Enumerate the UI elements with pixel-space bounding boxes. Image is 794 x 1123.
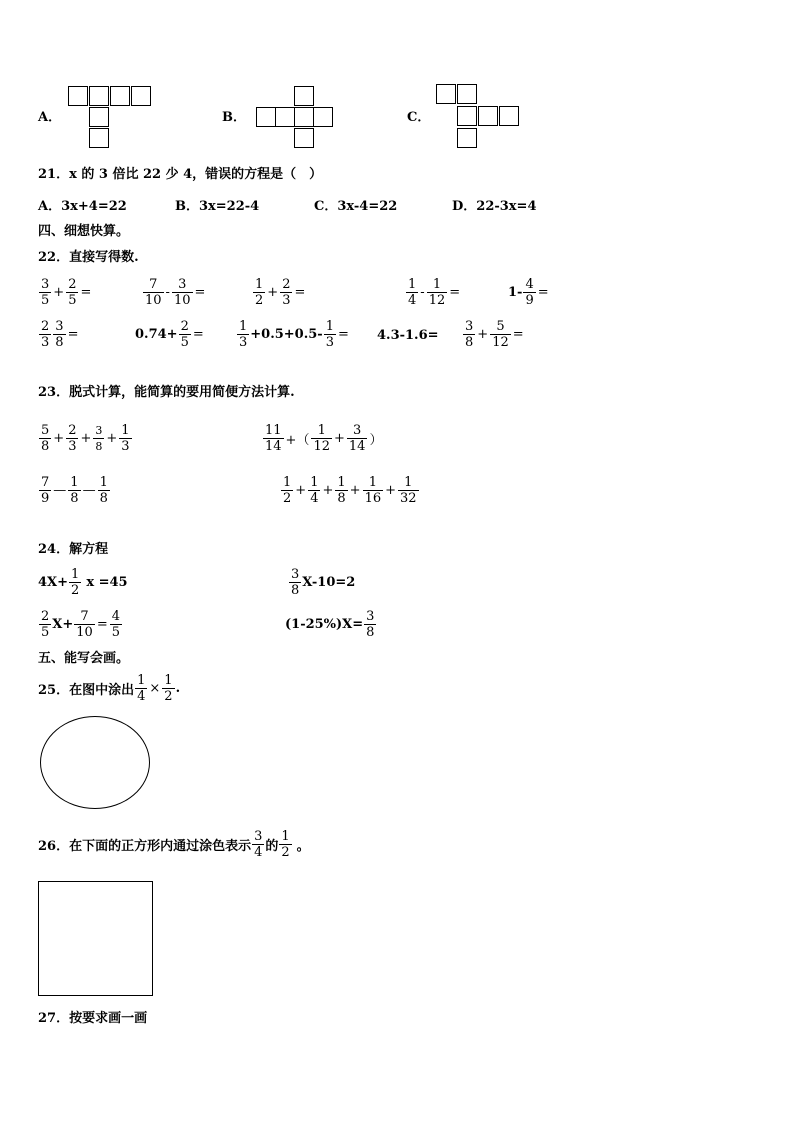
q24-equation-3: $\frac{2}{5}$ X+ $\frac{7}{10}$ = $\frac{4}{5}$ [41,609,120,640]
q22-expr-5: 1- $\frac{4}{9}$ = [508,277,549,308]
option-b-label: B． [222,110,246,125]
q24-equation-4: (1-25%)X= $\frac{3}{8}$ [285,609,375,640]
section-four-heading: 四、细想快算。 [38,224,130,239]
q24-equation-1: 4X+ $\frac{1}{2}$ x =45 [38,567,128,598]
q25-circle-figure[interactable] [40,716,150,809]
q22-expr-6: $\frac{2}{3}$ $\frac{3}{8}$ = [41,319,79,350]
q22-expr-4: $\frac{1}{4}$ - $\frac{1}{12}$ = [408,277,461,308]
q21-option-b: B．3x=22-4 [175,199,260,214]
q27-text: 27．按要求画一画 [38,1011,148,1026]
q22-expr-7: 0.74+ $\frac{2}{5}$ = [135,319,204,350]
section-five-heading: 五、能写会画。 [38,651,130,666]
q23-expr-4: $\frac{1}{2}$ + $\frac{1}{4}$ + $\frac{1}{8}$ + $\frac{1}{16}$ + $\frac{1}{32}$ [283,475,417,506]
q21-option-c: C．3x-4=22 [314,199,398,214]
q25-text: 25．在图中涂出 $\frac{1}{4}$ × $\frac{1}{2}$ . [38,673,181,704]
q23-expr-3: $\frac{7}{9}$ — $\frac{1}{8}$ — $\frac{1}{8}$ [41,475,108,506]
q22-title: 22．直接写得数. [38,250,139,265]
q22-expr-2: $\frac{7}{10}$ - $\frac{3}{10}$ = [145,277,206,308]
q22-expr-3: $\frac{1}{2}$ + $\frac{2}{3}$ = [255,277,306,308]
q22-expr-9: 4.3-1.6= [377,328,439,343]
q24-equation-2: $\frac{3}{8}$ X-10=2 [291,567,356,598]
q22-expr-10: $\frac{3}{8}$ + $\frac{5}{12}$ = [465,319,524,350]
q26-square-figure[interactable] [38,881,153,996]
q23-expr-1: $\frac{5}{8}$ + $\frac{2}{3}$ + $\frac{3}{8}$ + $\frac{1}{3}$ [41,423,130,454]
q21-option-a: A．3x+4=22 [38,199,127,214]
q22-expr-8: $\frac{1}{3}$ +0.5+0.5- $\frac{1}{3}$ = [239,319,349,350]
q22-expr-1: $\frac{3}{5}$ + $\frac{2}{5}$ = [41,277,92,308]
q24-title: 24．解方程 [38,542,109,557]
option-c-label: C． [407,110,431,125]
q26-text: 26．在下面的正方形内通过涂色表示 $\frac{3}{4}$ 的 $\frac{1}{2}$ 。 [38,829,310,860]
q23-expr-2: $\frac{11}{14}$ +（ $\frac{1}{12}$ + $\frac{3}{14}$ ） [265,423,383,454]
q21-text: 21．x 的 3 倍比 22 少 4，错误的方程是（ ） [38,167,323,182]
q23-title: 23．脱式计算，能简算的要用简便方法计算. [38,385,295,400]
option-a-label: A． [38,110,62,125]
q21-option-d: D．22-3x=4 [452,199,537,214]
